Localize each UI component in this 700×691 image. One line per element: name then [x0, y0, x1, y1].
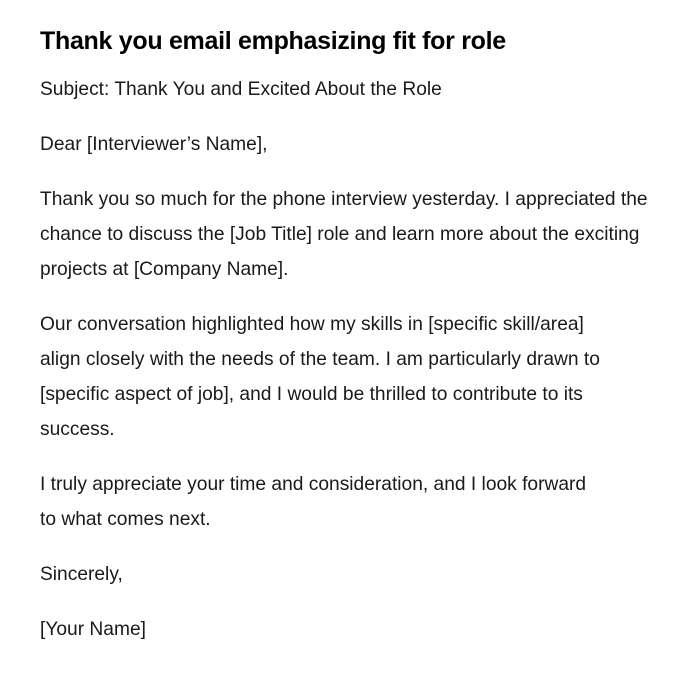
body-paragraph-3: I truly appreciate your time and consideration, and I look forward to what comes next.	[40, 474, 587, 530]
body-paragraph-2: Our conversation highlighted how my skills in [specific skill/area] align closely with the needs of the team. I am particularly drawn to [specific aspect of job], and I would be thrilled to contribute to its success.	[40, 314, 600, 440]
email-greeting: Dear [Interviewer’s Name],	[40, 134, 268, 155]
body-paragraph-1: Thank you so much for the phone interview yesterday. I appreciated the chance to discuss the [Job Title] role and learn more about the exciting projects at [Company Name].	[40, 189, 648, 280]
page-title: Thank you email emphasizing fit for role	[40, 27, 506, 55]
email-subject: Subject: Thank You and Excited About the Role	[40, 79, 442, 100]
email-signature: [Your Name]	[40, 619, 146, 640]
email-closing: Sincerely,	[40, 564, 123, 585]
